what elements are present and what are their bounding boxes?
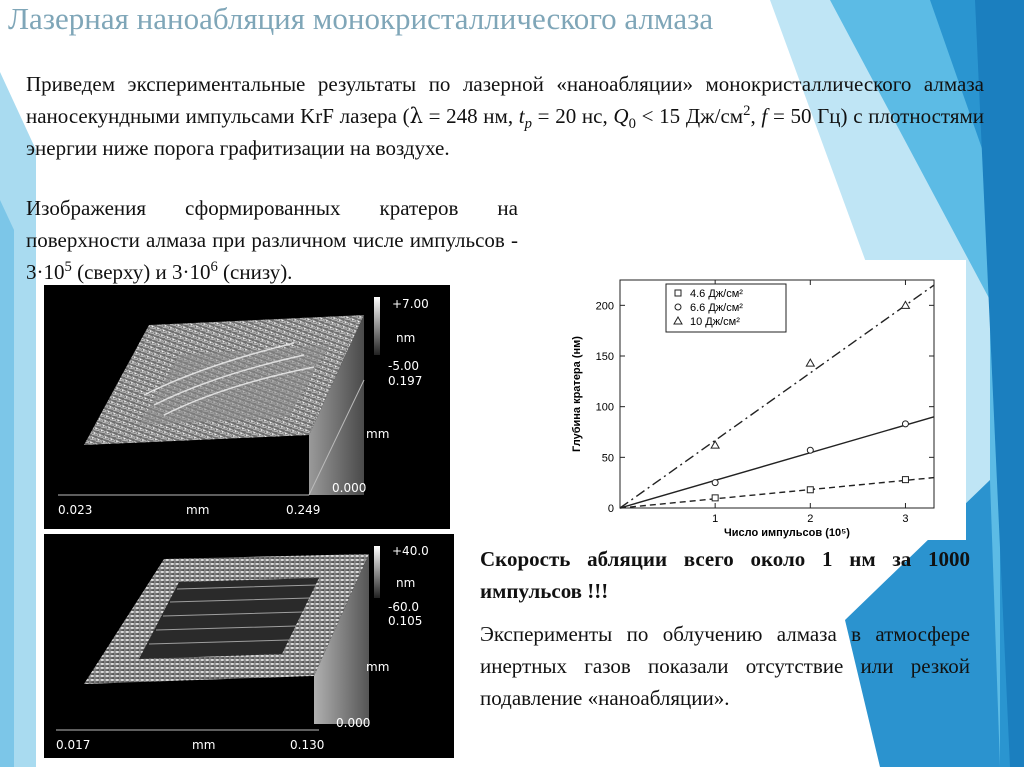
data-point-1 — [902, 421, 908, 427]
text-run: = 248 нм, — [422, 104, 519, 128]
text-run: 6 — [210, 259, 218, 275]
series-fit-line-0 — [620, 478, 934, 508]
afm-bottom-unit-mm-bottom: mm — [192, 738, 216, 752]
data-point-0 — [902, 477, 908, 483]
legend-label: 6.6 Дж/см² — [690, 302, 743, 314]
data-point-2 — [806, 359, 814, 366]
legend-marker-0 — [675, 290, 681, 296]
afm-top-unit-mm-side: mm — [366, 427, 390, 441]
legend-label: 10 Дж/см² — [690, 316, 740, 328]
ablation-rate-note: Скорость абляции всего около 1 нм за 1000 импульсов !!! — [480, 547, 970, 603]
x-axis-label: Число импульсов (10⁵) — [724, 527, 850, 539]
afm-bottom-x-min: 0.017 — [56, 738, 91, 752]
afm-bottom-unit-mm-side: mm — [366, 660, 390, 674]
afm-bottom-color-scale — [374, 546, 380, 598]
text-run: 5 — [64, 259, 72, 275]
text-run: , — [750, 104, 762, 128]
text-run: (снизу). — [217, 260, 293, 284]
x-tick-label: 1 — [712, 513, 719, 525]
text-run: f — [761, 104, 768, 128]
y-axis-label: Глубина кратера (нм) — [571, 336, 583, 452]
crater-depth-chart — [538, 260, 966, 540]
left-accent-stripe-thin — [0, 200, 14, 767]
slide-title: Лазерная наноабляция монокристаллического алмаза — [8, 1, 714, 36]
x-tick-label: 2 — [807, 513, 814, 525]
afm-crater-image-bottom — [44, 534, 454, 758]
text-run: p — [524, 116, 532, 133]
afm-top-x-min: 0.023 — [58, 503, 93, 517]
text-run: 2 — [743, 103, 751, 119]
data-point-0 — [712, 495, 718, 501]
y-tick-label: 0 — [607, 503, 614, 515]
afm-crater-image-top — [44, 285, 450, 529]
text-run: 0 — [628, 116, 636, 133]
afm-top-scale-min: -5.00 — [388, 359, 420, 373]
legend-marker-1 — [675, 304, 681, 310]
y-tick-label: 100 — [595, 401, 614, 414]
text-run: < 15 Дж/см — [635, 104, 744, 128]
intro-paragraph — [26, 68, 984, 164]
legend-label: 4.6 Дж/см² — [690, 288, 743, 300]
text-run: t — [518, 104, 525, 128]
text-run: Приведем экспериментальные результаты по лазерной «наноабляции» монокристаллического алмаза наносекундными импульсами KrF лазера ( — [26, 72, 984, 128]
afm-bottom-scale-min: -60.0 — [388, 600, 420, 614]
afm-bottom-unit-nm: nm — [396, 576, 416, 590]
images-caption — [26, 192, 518, 288]
y-tick-label: 150 — [595, 351, 614, 363]
data-point-2 — [711, 441, 719, 448]
data-point-2 — [901, 301, 909, 308]
afm-top-x-max: 0.249 — [286, 503, 321, 517]
data-point-1 — [712, 480, 718, 486]
afm-top-scale-max: +7.00 — [392, 297, 429, 311]
text-run: λ — [409, 104, 423, 128]
y-tick-label: 50 — [601, 452, 614, 465]
inert-gas-note: Эксперименты по облучению алмаза в атмосфере инертных газов показали отсутствие или резкой подавление «наноабляции». — [480, 622, 970, 710]
afm-top-color-scale — [374, 297, 380, 355]
text-run: (сверху) и 3·10 — [71, 260, 211, 284]
data-point-0 — [807, 487, 813, 493]
series-fit-line-1 — [620, 417, 934, 508]
text-run: Изображения сформированных кратеров на поверхности алмаза при различном числе импульсов - 3·10 — [26, 196, 518, 284]
afm-top-y-min: 0.000 — [332, 481, 367, 495]
afm-top-unit-nm: nm — [396, 331, 416, 345]
afm-top-y-max: 0.197 — [388, 374, 423, 388]
x-tick-label: 3 — [902, 513, 909, 525]
afm-bottom-scale-max: +40.0 — [392, 544, 429, 558]
afm-bottom-y-min: 0.000 — [336, 716, 371, 730]
afm-bottom-y-max: 0.105 — [388, 614, 423, 628]
text-run: Q — [613, 104, 629, 128]
text-run: = 50 Гц) с плотностями энергии ниже порога графитизации на воздухе. — [26, 104, 985, 160]
crater-depth-chart-panel — [538, 260, 966, 540]
afm-bottom-x-max: 0.130 — [290, 738, 325, 752]
y-tick-label: 200 — [595, 300, 614, 313]
text-run: = 20 нс, — [531, 104, 614, 128]
data-point-1 — [807, 447, 813, 453]
afm-top-unit-mm-bottom: mm — [186, 503, 210, 517]
